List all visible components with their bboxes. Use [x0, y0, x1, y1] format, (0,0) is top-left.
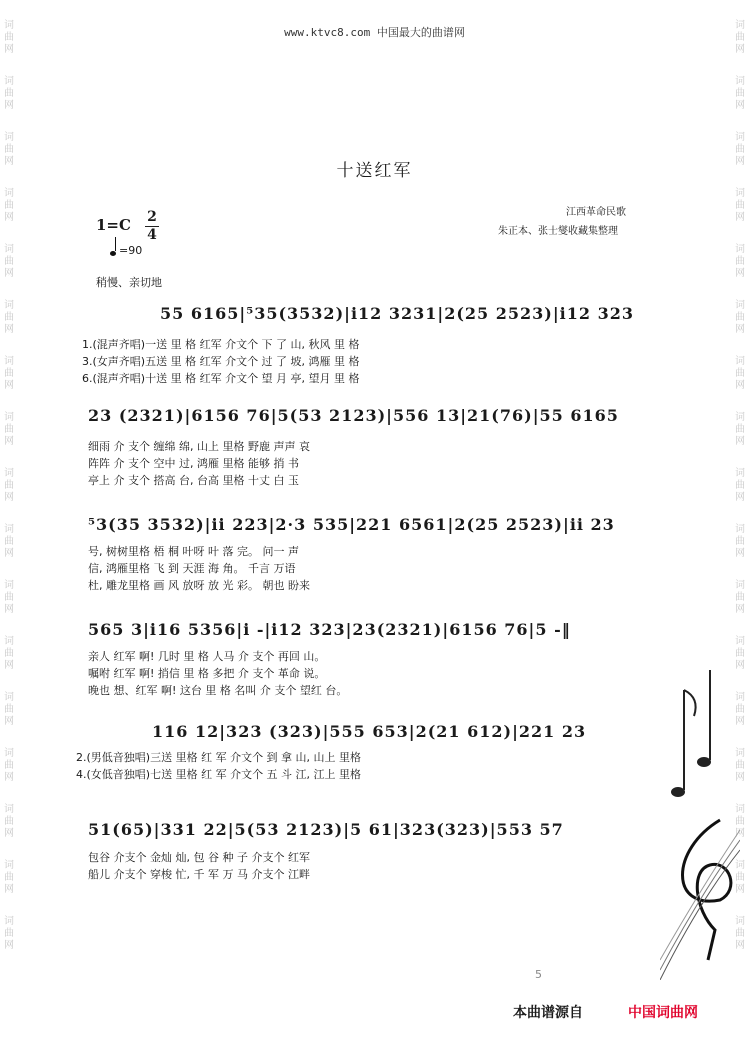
watermark-group: [735, 356, 745, 392]
watermark-group: [4, 580, 14, 616]
time-signature: [145, 210, 159, 243]
key-signature: 1=C: [96, 216, 131, 234]
watermark-char: 词: [4, 20, 14, 31]
watermark-char: 词: [735, 20, 745, 31]
watermark-char: 词: [4, 692, 14, 703]
watermark-group: [735, 468, 745, 504]
watermark-char: 曲: [735, 536, 745, 547]
watermark-char: 曲: [735, 928, 745, 939]
site-header: www.ktvc8.com 中国最大的曲谱网: [284, 26, 465, 39]
watermark-char: 曲: [735, 88, 745, 99]
watermark-char: 曲: [4, 704, 14, 715]
watermark-char: 曲: [735, 872, 745, 883]
lyric-line: 3.(女声齐唱)五送 里 格 红军 介文个 过 了 坡, 鸿雁 里 格: [82, 355, 360, 368]
watermark-group: [735, 580, 745, 616]
lyric-line: 亭上 介 支个 搭高 台, 台高 里格 十丈 白 玉: [88, 474, 299, 487]
notation-line: 23 (2321)|6156 76|5(53 2123)|556 13|21(76)|55 6165: [88, 406, 619, 425]
lyric-line: 包谷 介支个 金灿 灿, 包 谷 种 子 介支个 红军: [88, 851, 310, 864]
watermark-group: [4, 748, 14, 784]
expression-mark: 稍慢、亲切地: [96, 276, 162, 289]
watermark-char: 网: [735, 436, 745, 447]
notation-line: ⁵3(35 3532)|ii 223|2·3 535|221 6561|2(25 2523)|ii 23: [88, 515, 615, 534]
watermark-char: 网: [735, 548, 745, 559]
watermark-group: [4, 412, 14, 448]
watermark-char: 网: [735, 100, 745, 111]
watermark-char: 词: [4, 188, 14, 199]
watermark-char: 词: [735, 412, 745, 423]
watermark-char: 曲: [4, 256, 14, 267]
watermark-char: 词: [4, 412, 14, 423]
watermark-group: [735, 300, 745, 336]
watermark-char: 曲: [4, 592, 14, 603]
watermark-char: 词: [735, 916, 745, 927]
watermark-char: 网: [735, 212, 745, 223]
watermark-char: 网: [4, 380, 14, 391]
watermark-char: 词: [735, 748, 745, 759]
watermark-char: 网: [4, 268, 14, 279]
watermark-char: 词: [735, 356, 745, 367]
watermark-char: 网: [4, 940, 14, 951]
footer-source: 本曲谱源自: [513, 1005, 583, 1021]
lyric-line: 晚也 想、红军 啊! 这台 里 格 名叫 介 支个 望红 台。: [88, 684, 348, 697]
song-origin: 江西革命民歌: [566, 207, 626, 218]
lyric-line: 号, 树树里格 梧 桐 叶呀 叶 落 完。 问一 声: [88, 545, 299, 558]
watermark-char: 网: [735, 44, 745, 55]
watermark-group: [735, 76, 745, 112]
watermark-char: 词: [735, 524, 745, 535]
watermark-char: 曲: [735, 592, 745, 603]
lyric-line: 信, 鸿雁里格 飞 到 天涯 海 角。 千言 万语: [88, 562, 296, 575]
watermark-char: 曲: [735, 480, 745, 491]
watermark-char: 词: [4, 916, 14, 927]
watermark-char: 网: [4, 156, 14, 167]
watermark-char: 网: [4, 828, 14, 839]
lyric-line: 6.(混声齐唱)十送 里 格 红军 介文个 望 月 亭, 望月 里 格: [82, 372, 360, 385]
watermark-char: 网: [4, 324, 14, 335]
watermark-char: 词: [4, 300, 14, 311]
song-arrangers: 朱正本、张士燮收藏集整理: [498, 226, 618, 237]
lyric-line: 杜, 雕龙里格 画 风 放呀 放 光 彩。 朝也 盼来: [88, 579, 310, 592]
watermark-char: 词: [735, 692, 745, 703]
watermark-char: 网: [735, 660, 745, 671]
watermark-char: 曲: [4, 648, 14, 659]
watermark-char: 词: [4, 804, 14, 815]
watermark-char: 网: [4, 212, 14, 223]
watermark-char: 曲: [4, 872, 14, 883]
watermark-group: [735, 524, 745, 560]
watermark-char: 词: [735, 76, 745, 87]
watermark-group: [735, 188, 745, 224]
watermark-char: 曲: [735, 424, 745, 435]
watermark-char: 网: [4, 660, 14, 671]
watermark-char: 网: [735, 268, 745, 279]
watermark-group: [4, 916, 14, 952]
song-title: 十送红军: [336, 161, 413, 181]
watermark-char: 网: [735, 604, 745, 615]
watermark-group: [4, 636, 14, 672]
watermark-char: 网: [4, 716, 14, 727]
watermark-char: 词: [4, 76, 14, 87]
lyric-line: 船儿 介支个 穿梭 忙, 千 军 万 马 介支个 江畔: [88, 868, 310, 881]
watermark-char: 曲: [735, 200, 745, 211]
watermark-group: [735, 412, 745, 448]
watermark-group: [4, 300, 14, 336]
watermark-char: 词: [4, 468, 14, 479]
watermark-group: [4, 76, 14, 112]
watermark-group: [4, 804, 14, 840]
watermark-char: 词: [735, 580, 745, 591]
lyric-line: 4.(女低音独唱)七送 里格 红 军 介文个 五 斗 江, 江上 里格: [76, 768, 362, 781]
watermark-char: 曲: [4, 312, 14, 323]
watermark-char: 网: [4, 604, 14, 615]
watermark-char: 网: [4, 100, 14, 111]
page-number: 5: [535, 968, 546, 981]
lyric-line: 1.(混声齐唱)一送 里 格 红军 介文个 下 了 山, 秋风 里 格: [82, 338, 360, 351]
watermark-group: [4, 860, 14, 896]
watermark-char: 词: [4, 524, 14, 535]
watermark-group: [4, 468, 14, 504]
watermark-char: 网: [735, 380, 745, 391]
watermark-char: 曲: [735, 144, 745, 155]
watermark-group: [4, 692, 14, 728]
watermark-group: [4, 356, 14, 392]
watermark-char: 曲: [735, 256, 745, 267]
watermark-char: 曲: [4, 480, 14, 491]
lyric-line: 细雨 介 支个 缠绵 绵, 山上 里格 野鹿 声声 哀: [88, 440, 310, 453]
watermark-char: 曲: [735, 312, 745, 323]
watermark-char: 曲: [4, 88, 14, 99]
watermark-char: 词: [4, 132, 14, 143]
watermark-char: 词: [735, 132, 745, 143]
watermark-char: 词: [735, 300, 745, 311]
lyric-line: 亲人 红军 啊! 几时 里 格 人马 介 支个 再回 山。: [88, 650, 326, 663]
watermark-group: [4, 524, 14, 560]
watermark-char: 曲: [4, 816, 14, 827]
watermark-char: 词: [735, 188, 745, 199]
watermark-char: 词: [735, 468, 745, 479]
watermark-char: 曲: [4, 760, 14, 771]
watermark-group: [735, 244, 745, 280]
watermark-char: 词: [4, 244, 14, 255]
watermark-char: 网: [735, 716, 745, 727]
notation-line: 116 12|323 (323)|555 653|2(21 612)|221 23: [152, 722, 587, 741]
watermark-char: 曲: [735, 704, 745, 715]
watermark-char: 网: [4, 548, 14, 559]
watermark-char: 网: [4, 884, 14, 895]
watermark-char: 网: [735, 828, 745, 839]
lyric-line: 嘱咐 红军 啊! 捎信 里 格 多把 介 支个 革命 说。: [88, 667, 326, 680]
lyric-line: 2.(男低音独唱)三送 里格 红 军 介文个 到 拿 山, 山上 里格: [76, 751, 362, 764]
watermark-char: 词: [4, 748, 14, 759]
watermark-char: 网: [735, 772, 745, 783]
notation-line: 565 3|i16 5356|i -|i12 323|23(2321)|6156 76|5 -‖: [88, 620, 571, 639]
watermark-char: 网: [735, 940, 745, 951]
tempo-mark: =90: [110, 240, 142, 257]
watermark-char: 词: [735, 636, 745, 647]
watermark-char: 曲: [735, 32, 745, 43]
watermark-char: 曲: [4, 368, 14, 379]
watermark-char: 词: [735, 804, 745, 815]
watermark-char: 网: [735, 156, 745, 167]
watermark-char: 词: [4, 356, 14, 367]
watermark-char: 曲: [735, 816, 745, 827]
watermark-char: 词: [735, 860, 745, 871]
notation-line: 55 6165|⁵35(3532)|i12 3231|2(25 2523)|i12 323: [160, 304, 634, 323]
watermark-char: 词: [735, 244, 745, 255]
footer-brand: 中国词曲网: [628, 1005, 698, 1021]
watermark-char: 网: [735, 492, 745, 503]
watermark-char: 曲: [735, 760, 745, 771]
watermark-char: 曲: [4, 200, 14, 211]
watermark-char: 网: [4, 44, 14, 55]
watermark-char: 网: [4, 436, 14, 447]
watermark-char: 词: [4, 860, 14, 871]
watermark-char: 曲: [4, 928, 14, 939]
watermark-char: 网: [735, 324, 745, 335]
watermark-char: 曲: [735, 368, 745, 379]
watermark-char: 网: [735, 884, 745, 895]
notation-line: 51(65)|331 22|5(53 2123)|5 61|323(323)|553 57: [88, 820, 564, 839]
watermark-group: [4, 244, 14, 280]
lyric-line: 阵阵 介 支个 空中 过, 鸿雁 里格 能够 捎 书: [88, 457, 299, 470]
watermark-char: 曲: [4, 424, 14, 435]
watermark-char: 曲: [735, 648, 745, 659]
watermark-char: 词: [4, 580, 14, 591]
time-bottom: 4: [147, 227, 157, 243]
watermark-group: [4, 188, 14, 224]
time-top: 2: [147, 209, 157, 225]
watermark-char: 词: [4, 636, 14, 647]
watermark-char: 网: [4, 492, 14, 503]
watermark-char: 曲: [4, 32, 14, 43]
music-ornament-icon: [660, 650, 740, 980]
watermark-char: 曲: [4, 144, 14, 155]
quarter-note-icon: [110, 251, 116, 256]
watermark-char: 曲: [4, 536, 14, 547]
watermark-char: 网: [4, 772, 14, 783]
